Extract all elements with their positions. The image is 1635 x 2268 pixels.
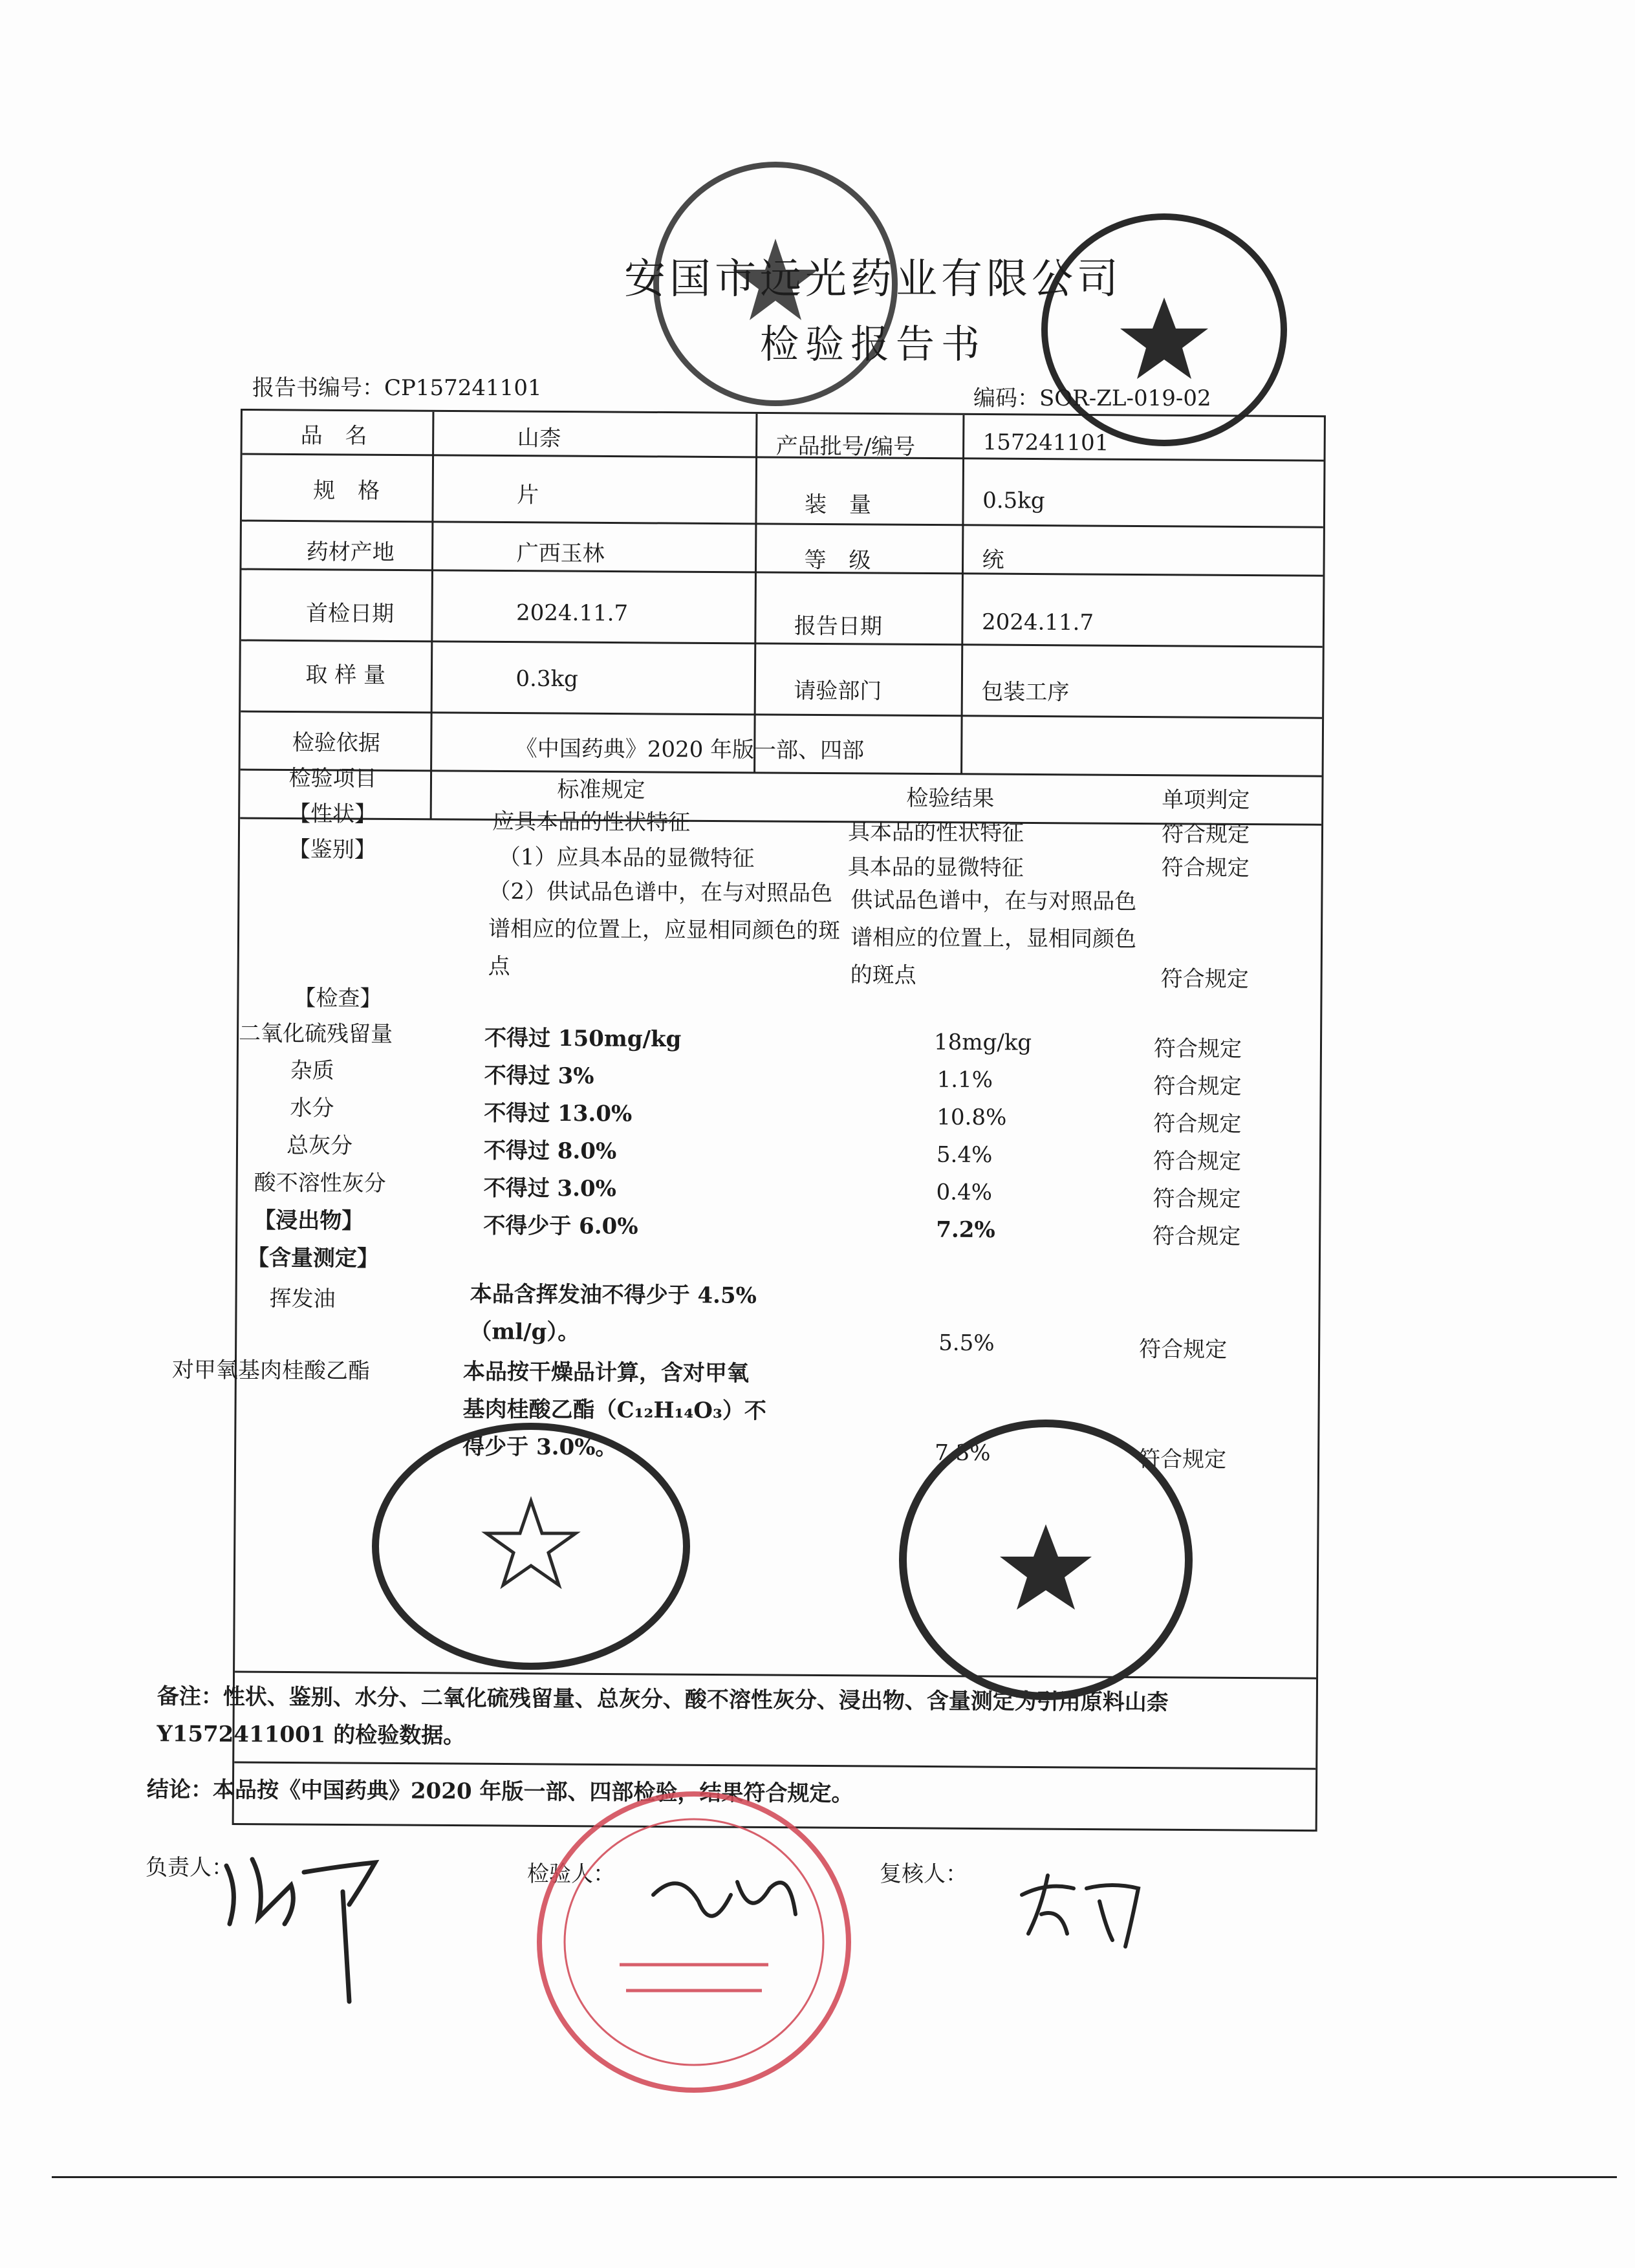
- first-test-date-value: 2024.11.7: [515, 599, 629, 627]
- verdict-water: 符合规定: [1153, 1110, 1242, 1138]
- document-code: 编码：SOR-ZL-019-02: [973, 385, 1211, 411]
- result-identification-2: 供试品色谱中，在与对照品色谱相应的位置上，显相同颜色的斑点: [850, 887, 1137, 989]
- test-basis-label: 检验依据: [292, 729, 380, 757]
- item-traits: 【性状】: [288, 801, 377, 828]
- verdict-identification-2: 符合规定: [1160, 966, 1249, 993]
- item-so2: 二氧化硫残留量: [238, 1021, 393, 1048]
- result-extractives: 7.2%: [936, 1216, 995, 1244]
- verdict-impurity: 符合规定: [1153, 1073, 1242, 1100]
- item-water: 水分: [290, 1095, 334, 1121]
- package-label: 装 量: [804, 491, 880, 519]
- col-header-result: 检验结果: [906, 785, 995, 812]
- result-so2: 18mg/kg: [933, 1029, 1032, 1056]
- result-volatile-oil: 5.5%: [938, 1330, 995, 1357]
- item-check: 【检查】: [294, 985, 382, 1012]
- col-header-item: 检验项目: [288, 765, 377, 792]
- result-acid-insoluble-ash: 0.4%: [936, 1179, 993, 1206]
- item-extractives: 【浸出物】: [254, 1207, 364, 1235]
- first-test-date-label: 首检日期: [305, 600, 395, 627]
- spec-label: 规 格: [313, 477, 388, 504]
- responsible-person-signature: [213, 1846, 395, 2014]
- origin-value: 广西玉林: [516, 540, 605, 567]
- std-acid-insoluble-ash: 不得过 3.0%: [483, 1175, 617, 1202]
- quality-management-seal-red: [537, 1791, 851, 2093]
- request-dept-label: 请验部门: [794, 678, 882, 705]
- item-total-ash: 总灰分: [286, 1132, 353, 1160]
- std-water: 不得过 13.0%: [484, 1100, 633, 1127]
- verdict-ethyl-methoxycinnamate: 符合规定: [1138, 1446, 1227, 1473]
- company-name: 安国市远光药业有限公司: [624, 255, 1122, 303]
- verdict-extractives: 符合规定: [1153, 1223, 1241, 1250]
- reviewer-signature: [1009, 1869, 1158, 1960]
- verdict-identification-1: 符合规定: [1161, 854, 1250, 881]
- qa-seal-bottom-right: [899, 1420, 1193, 1700]
- std-identification-2: （2）供试品色谱中，在与对照品色谱相应的位置上，应显相同颜色的斑点: [488, 878, 841, 980]
- batch-value: 157241101: [982, 429, 1109, 457]
- result-total-ash: 5.4%: [936, 1141, 993, 1169]
- item-identification: 【鉴别】: [288, 836, 376, 863]
- item-volatile-oil: 挥发油: [269, 1286, 336, 1312]
- remarks: 备注：性状、鉴别、水分、二氧化硫残留量、总灰分、酸不溶性灰分、浸出物、含量测定为引用原料山柰 Y1572411001 的检验数据。: [157, 1683, 1169, 1749]
- verdict-acid-insoluble-ash: 符合规定: [1153, 1185, 1241, 1213]
- sample-amount-label: 取 样 量: [305, 662, 386, 689]
- inspection-seal-bottom-left: [372, 1423, 690, 1670]
- std-volatile-oil: 本品含挥发油不得少于 4.5%（ml/g）。: [470, 1281, 757, 1346]
- report-title: 检验报告书: [760, 322, 986, 367]
- item-acid-insoluble-ash: 酸不溶性灰分: [254, 1170, 386, 1197]
- batch-label: 产品批号/编号: [775, 433, 916, 460]
- spec-value: 片: [517, 482, 539, 508]
- report-date-value: 2024.11.7: [981, 609, 1094, 636]
- result-ethyl-methoxycinnamate: 7.3%: [935, 1440, 991, 1467]
- request-dept-value: 包装工序: [981, 679, 1070, 706]
- reviewer-label: 复核人：: [880, 1861, 968, 1887]
- package-value: 0.5kg: [982, 488, 1045, 514]
- item-assay: 【含量测定】: [246, 1245, 380, 1272]
- result-water: 10.8%: [937, 1104, 1007, 1131]
- origin-label: 药材产地: [306, 539, 395, 566]
- sample-amount-value: 0.3kg: [515, 665, 579, 693]
- std-so2: 不得过 150mg/kg: [484, 1025, 682, 1053]
- std-ethyl-methoxycinnamate: 本品按干燥品计算，含对甲氧基肉桂酸乙酯（C₁₂H₁₄O₃）不得少于 3.0%。: [462, 1359, 766, 1461]
- col-header-standard: 标准规定: [557, 777, 645, 803]
- page-bottom-rule: [52, 2176, 1617, 2178]
- std-impurity: 不得过 3%: [484, 1063, 594, 1090]
- result-identification-1: 具本品的显微特征: [847, 854, 1024, 881]
- verdict-so2: 符合规定: [1153, 1035, 1242, 1063]
- verdict-volatile-oil: 符合规定: [1139, 1336, 1228, 1363]
- item-impurity: 杂质: [290, 1057, 334, 1084]
- inspector-label: 检验人：: [527, 1861, 615, 1887]
- grade-value: 统: [982, 547, 1004, 574]
- product-name-value: 山柰: [517, 425, 561, 452]
- std-identification-1: （1）应具本品的显微特征: [498, 844, 755, 872]
- std-total-ash: 不得过 8.0%: [483, 1138, 617, 1165]
- std-traits: 应具本品的性状特征: [492, 808, 691, 836]
- test-basis-value: 《中国药典》2020 年版一部、四部: [515, 735, 865, 764]
- col-header-verdict: 单项判定: [1162, 786, 1250, 814]
- verdict-traits: 符合规定: [1161, 821, 1250, 848]
- result-impurity: 1.1%: [937, 1066, 993, 1094]
- std-extractives: 不得少于 6.0%: [483, 1213, 638, 1240]
- verdict-total-ash: 符合规定: [1153, 1148, 1242, 1175]
- result-traits: 具本品的性状特征: [847, 819, 1024, 847]
- report-number: 报告书编号：CP157241101: [252, 375, 542, 401]
- report-date-label: 报告日期: [794, 613, 883, 640]
- grade-label: 等 级: [804, 547, 879, 574]
- item-ethyl-methoxycinnamate: 对甲氧基肉桂酸乙酯: [171, 1357, 371, 1385]
- product-name-label: 品 名: [300, 422, 375, 449]
- conclusion: 结论：本品按《中国药典》2020 年版一部、四部检验，结果符合规定。: [146, 1777, 854, 1807]
- responsible-person-label: 负责人：: [146, 1855, 233, 1881]
